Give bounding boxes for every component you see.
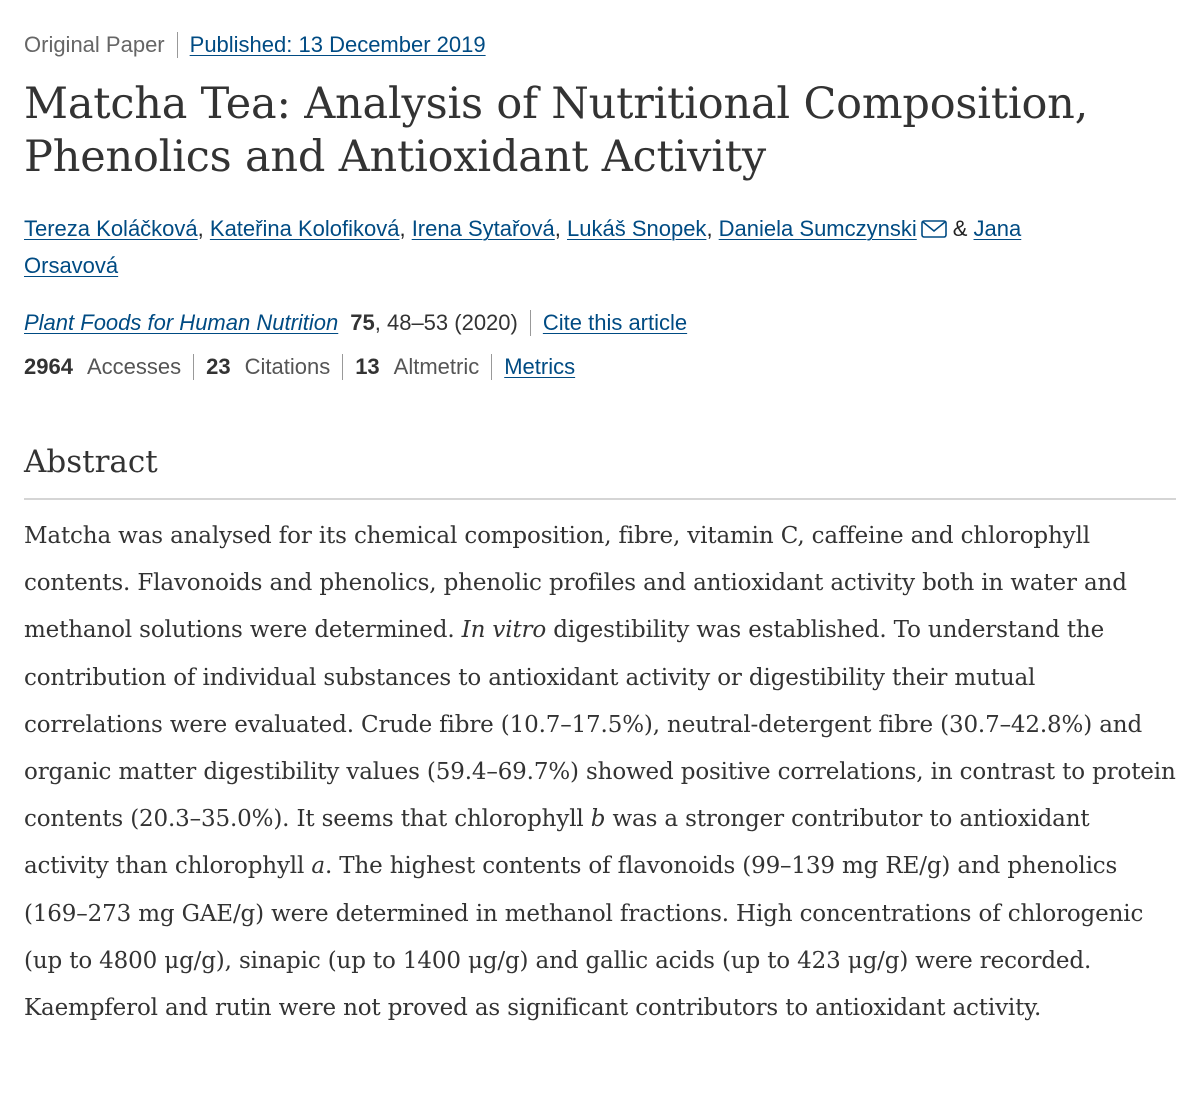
metrics-link[interactable]: Metrics [504,354,576,379]
cite-article-link[interactable]: Cite this article [542,310,688,335]
abstract-segment: was a stronger contributor to antioxidant activity than chlorophyll [24,806,1090,880]
metrics-divider [491,354,492,380]
journal-name-link[interactable]: Plant Foods for Human Nutrition [24,310,339,335]
article-title [24,78,1176,184]
journal-info [24,306,1176,340]
meta-divider [177,32,178,58]
journal-divider [530,310,531,336]
author-separator: , [554,216,567,241]
article-page [24,26,1176,1055]
author-link[interactable]: Kateřina Kolofiková [209,216,400,241]
abstract-italic-term: In vitro [461,617,547,644]
altmetric-count: 13 [355,354,380,379]
article-meta-line [24,26,1176,64]
envelope-icon[interactable] [921,220,947,238]
author-separator: , [399,216,412,241]
author-link[interactable]: Irena Sytařová [411,216,555,241]
author-separator: , [197,216,210,241]
altmetric-label: Altmetric [393,354,480,379]
journal-pages-year: , 48–53 (2020) [374,310,518,335]
abstract-heading: Abstract [24,444,158,480]
abstract-segment: Matcha was analysed for its chemical composition, fibre, vitamin C, caffeine and chlorophyll contents. Flavonoids and phenolics, phenolic profiles and antioxidant activity both in water and methanol solutions were determined. [24,523,1127,644]
title-line-2: Phenolics and Antioxidant Activity [24,132,766,182]
section-divider [24,498,1176,500]
author-link[interactable]: Jana [973,216,1022,241]
abstract-segment: . The highest contents of flavonoids (99–139 mg RE/g) and phenolics (169–273 mg GAE/g) were determined in methanol fractions. High concentrations of chlorogenic (up to 4800 μg/g), sinapic (up to 1400 μg/g) and gallic acids (up to 423 μg/g) were recorded. Kaempferol and rutin were not proved as significant contributors to antioxidant activity. [24,853,1144,1022]
journal-volume: 75 [350,310,375,335]
article-metrics [24,350,1176,384]
citations-count: 23 [206,354,231,379]
author-link[interactable]: Orsavová [24,253,119,278]
abstract-segment: digestibility was established. To understand the contribution of individual substances to antioxidant activity or digestibility their mutual correlations were evaluated. Crude fibre (10.7–17.5%), neutral-detergent fibre (30.7–42.8%) and organic matter digestibility values (59.4–69.7%) showed positive correlations, in contrast to protein contents (20.3–35.0%). It seems that chlorophyll [24,617,1176,833]
author-link[interactable]: Daniela Sumczynski [718,216,917,241]
author-separator: , [706,216,719,241]
author-link[interactable]: Tereza Koláčková [24,216,198,241]
metrics-divider [193,354,194,380]
author-list [24,210,1176,284]
author-separator-amp: & [952,216,974,241]
accesses-label: Accesses [86,354,182,379]
title-line-1: Matcha Tea: Analysis of Nutritional Composition, [24,79,1089,129]
published-date-link[interactable]: Published: 13 December 2019 [189,32,486,57]
abstract-italic-term: b [590,806,606,833]
metrics-divider [342,354,343,380]
author-link[interactable]: Lukáš Snopek [567,216,707,241]
accesses-count: 2964 [24,354,73,379]
abstract-text [24,513,1176,1032]
citations-label: Citations [244,354,331,379]
abstract-italic-term: a [311,853,325,880]
article-type: Original Paper [24,32,165,57]
